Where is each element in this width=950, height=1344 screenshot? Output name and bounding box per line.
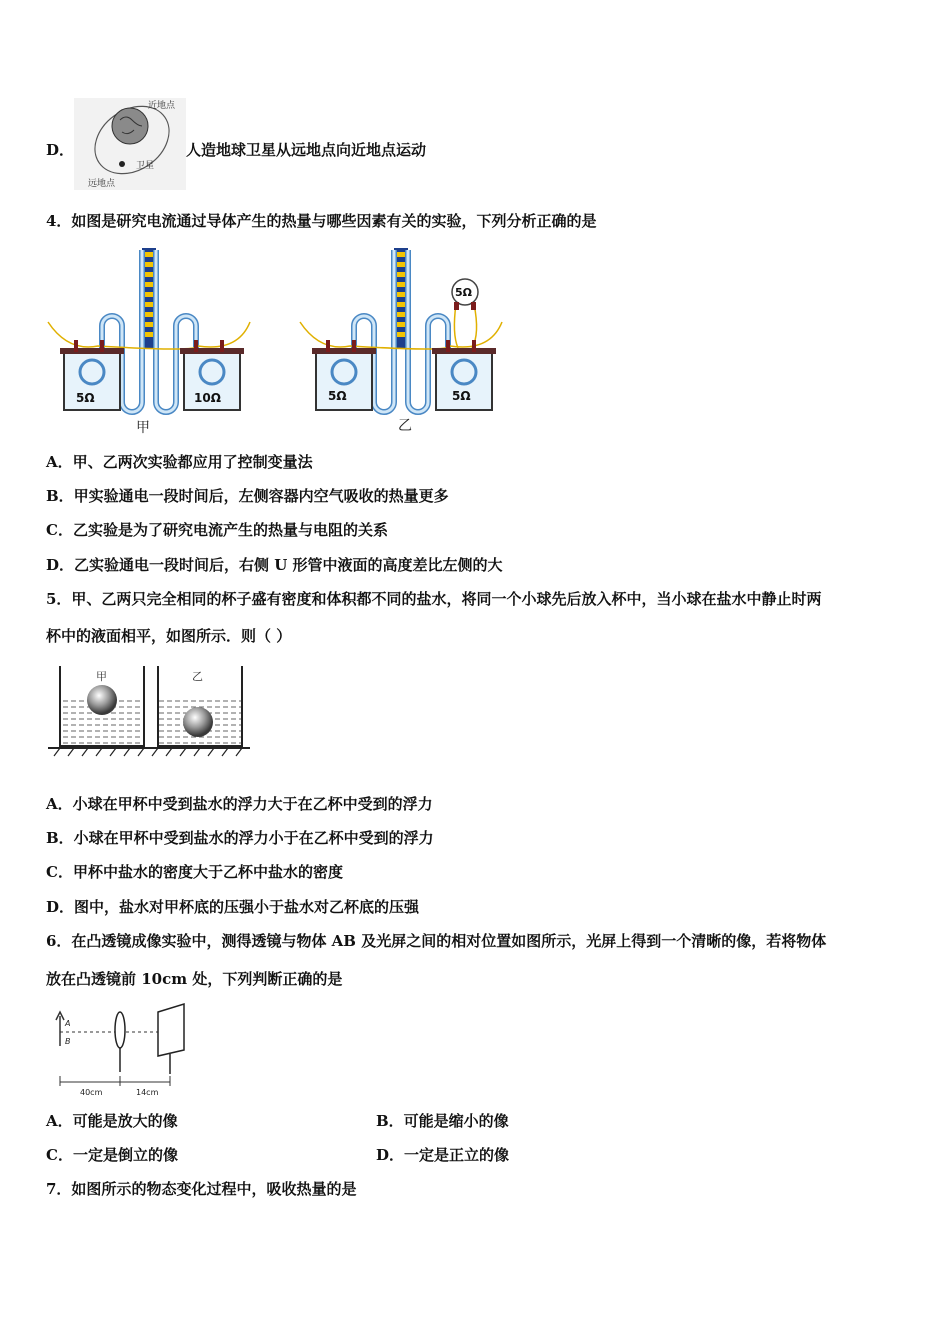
ball-in-jia bbox=[87, 685, 117, 715]
convex-lens-figure bbox=[46, 1000, 196, 1100]
q5-stem-line1: 5．甲、乙两只完全相同的杯子盛有密度和体积都不同的盐水，将同一个小球先后放入杯中，当小球在盐水中静止时两 bbox=[46, 590, 822, 608]
q5-option-c: C．甲杯中盐水的密度大于乙杯中盐水的密度 bbox=[46, 863, 343, 881]
q6-stem-line2: 放在凸透镜前 10cm 处，下列判断正确的是 bbox=[46, 970, 343, 988]
salt-water-cups-figure bbox=[46, 662, 252, 758]
q4-option-b: B．甲实验通电一段时间后，左侧容器内空气吸收的热量更多 bbox=[46, 487, 449, 505]
q6-option-b: B．可能是缩小的像 bbox=[376, 1112, 509, 1130]
q5-option-a: A．小球在甲杯中受到盐水的浮力大于在乙杯中受到的浮力 bbox=[46, 795, 433, 813]
distance-14cm-label: 14cm bbox=[136, 1088, 159, 1097]
perigee-label: 近地点 bbox=[148, 101, 176, 111]
q7-stem: 7．如图所示的物态变化过程中，吸收热量的是 bbox=[46, 1180, 357, 1198]
jia-caption: 甲 bbox=[136, 420, 150, 436]
earth-icon bbox=[112, 108, 148, 144]
jia-right-resistor-label: 10Ω bbox=[194, 391, 221, 405]
satellite-icon bbox=[119, 161, 125, 167]
ball-in-yi bbox=[183, 707, 213, 737]
satellite-orbit-figure bbox=[74, 98, 186, 190]
apogee-label: 远地点 bbox=[88, 179, 116, 189]
jia-left-resistor-label: 5Ω bbox=[76, 391, 95, 405]
heating-experiment-yi bbox=[298, 244, 508, 436]
q4-stem: 4．如图是研究电流通过导体产生的热量与哪些因素有关的实验，下列分析正确的是 bbox=[46, 212, 597, 230]
screen-icon bbox=[158, 1004, 184, 1056]
q6-stem-line1: 6．在凸透镜成像实验中，测得透镜与物体 AB 及光屏之间的相对位置如图所示，光屏上得到一个清晰的像，若将物体 bbox=[46, 932, 827, 950]
lens-icon bbox=[115, 1012, 125, 1048]
yi-caption: 乙 bbox=[398, 418, 412, 434]
q5-option-d: D．图中，盐水对甲杯底的压强小于盐水对乙杯底的压强 bbox=[46, 898, 420, 916]
satellite-label: 卫星 bbox=[136, 161, 155, 171]
q6-option-d: D．一定是正立的像 bbox=[376, 1146, 510, 1164]
yi-outer-resistor-label: 5Ω bbox=[455, 286, 473, 299]
q5-option-b: B．小球在甲杯中受到盐水的浮力小于在乙杯中受到的浮力 bbox=[46, 829, 434, 847]
cup-yi-label: 乙 bbox=[192, 670, 203, 683]
heating-experiment-jia bbox=[46, 244, 256, 436]
q3-option-d-text: 人造地球卫星从远地点向近地点运动 bbox=[186, 141, 427, 159]
cup-jia-label: 甲 bbox=[96, 670, 107, 683]
q5-stem-line2: 杯中的液面相平，如图所示．则（ ） bbox=[46, 627, 292, 645]
yi-left-resistor-label: 5Ω bbox=[328, 389, 347, 403]
q6-option-a: A．可能是放大的像 bbox=[46, 1112, 178, 1130]
yi-right-resistor-label: 5Ω bbox=[452, 389, 471, 403]
object-a-label: A bbox=[65, 1019, 71, 1028]
distance-40cm-label: 40cm bbox=[80, 1088, 103, 1097]
q4-option-c: C．乙实验是为了研究电流产生的热量与电阻的关系 bbox=[46, 521, 388, 539]
object-b-label: B bbox=[65, 1037, 71, 1046]
q4-option-d: D．乙实验通电一段时间后，右侧 U 形管中液面的高度差比左侧的大 bbox=[46, 556, 503, 574]
q6-option-c: C．一定是倒立的像 bbox=[46, 1146, 178, 1164]
q3-option-d-label: D． bbox=[46, 141, 75, 159]
q4-option-a: A．甲、乙两次实验都应用了控制变量法 bbox=[46, 453, 313, 471]
